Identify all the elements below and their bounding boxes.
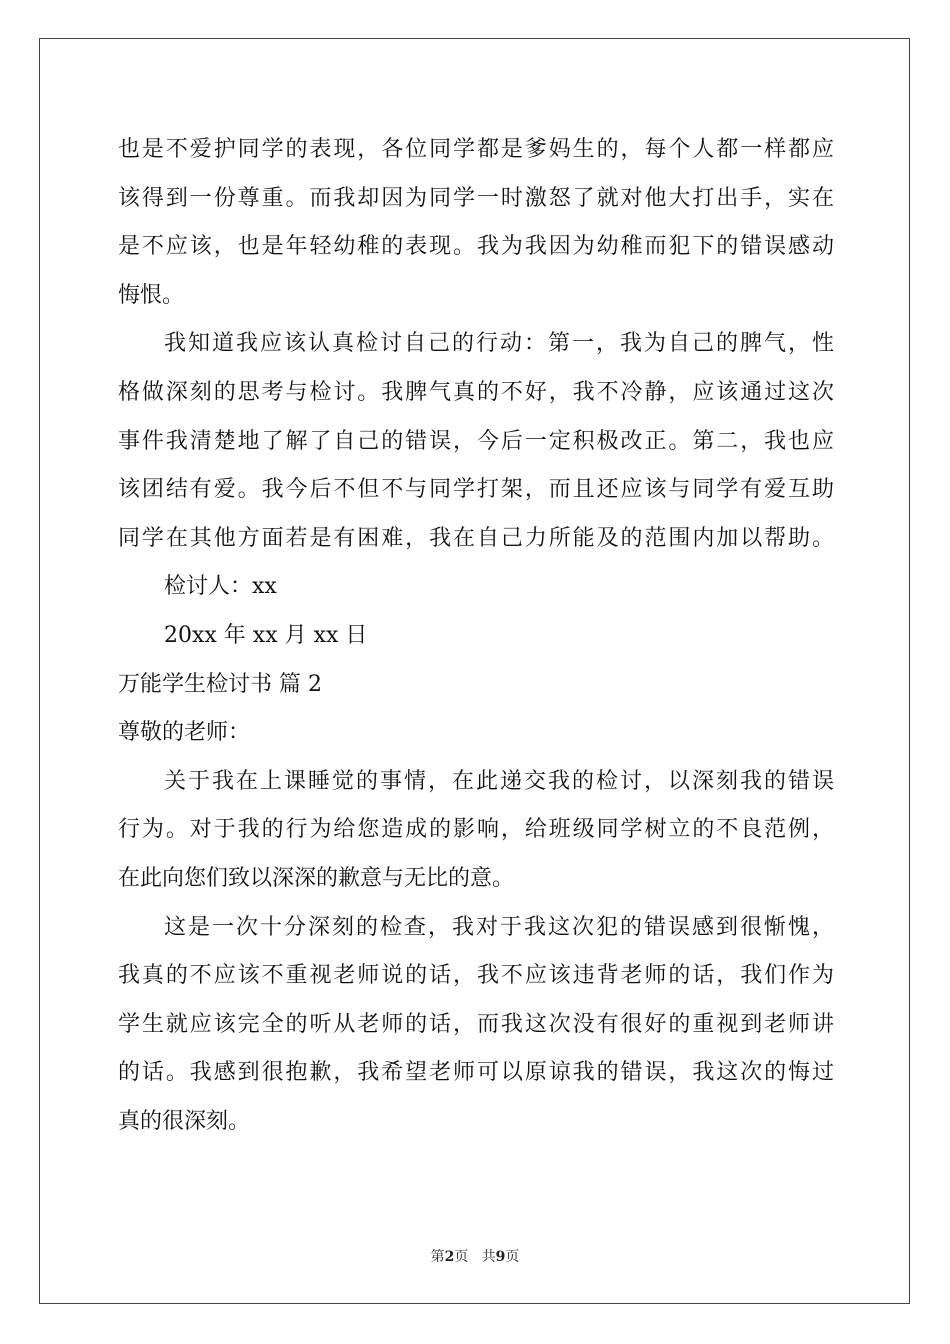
text-line: 学生就应该完全的听从老师的话，而我这次没有很好的重视到老师讲: [118, 1011, 834, 1037]
text-line: 该团结有爱。我今后不但不与同学打架，而且还应该与同学有爱互助: [118, 477, 834, 503]
document-body: [118, 126, 834, 1146]
text-line: 悔恨。: [118, 282, 185, 308]
date-line: 20xx 年 xx 月 xx 日: [164, 622, 368, 648]
text-line: 关于我在上课睡觉的事情，在此递交我的检讨，以深刻我的错误: [164, 768, 834, 794]
footer-total-suffix: 页: [505, 1249, 520, 1265]
footer-prefix: 第: [430, 1249, 445, 1265]
text-line: 事件我清楚地了解了自己的错误，今后一定积极改正。第二，我也应: [118, 428, 834, 454]
footer-total-prefix: 共: [481, 1249, 496, 1265]
text-line: 的话。我感到很抱歉，我希望老师可以原谅我的错误，我这次的悔过: [118, 1060, 834, 1086]
text-line: 真的很深刻。: [118, 1108, 251, 1134]
text-line: 同学在其他方面若是有困难，我在自己力所能及的范围内加以帮助。: [118, 525, 834, 551]
text-line: 是不应该，也是年轻幼稚的表现。我为我因为幼稚而犯下的错误感动: [118, 234, 834, 260]
text-line: 在此向您们致以深深的歉意与无比的意。: [118, 865, 515, 891]
text-line: 我真的不应该不重视老师说的话，我不应该违背老师的话，我们作为: [118, 963, 834, 989]
text-line: 该得到一份尊重。而我却因为同学一时激怒了就对他大打出手，实在: [118, 185, 834, 211]
text-line: 也是不爱护同学的表现，各位同学都是爹妈生的，每个人都一样都应: [118, 137, 834, 162]
text-line: 格做深刻的思考与检讨。我脾气真的不好，我不冷静，应该通过这次: [118, 379, 834, 405]
signature-line: 检讨人：xx: [164, 574, 277, 600]
footer-current-page: 2: [444, 1249, 455, 1265]
text-line: 行为。对于我的行为给您造成的影响，给班级同学树立的不良范例，: [118, 817, 834, 843]
page-footer: [0, 1246, 950, 1266]
salutation: 尊敬的老师：: [118, 720, 251, 746]
section-heading: 万能学生检讨书 篇 2: [118, 671, 322, 697]
text-line: 我知道我应该认真检讨自己的行动：第一，我为自己的脾气，性: [164, 331, 834, 357]
footer-page-word: 页: [454, 1249, 469, 1265]
footer-total-pages: 9: [495, 1249, 506, 1265]
text-line: 这是一次十分深刻的检查，我对于我这次犯的错误感到很惭愧，: [164, 914, 834, 940]
